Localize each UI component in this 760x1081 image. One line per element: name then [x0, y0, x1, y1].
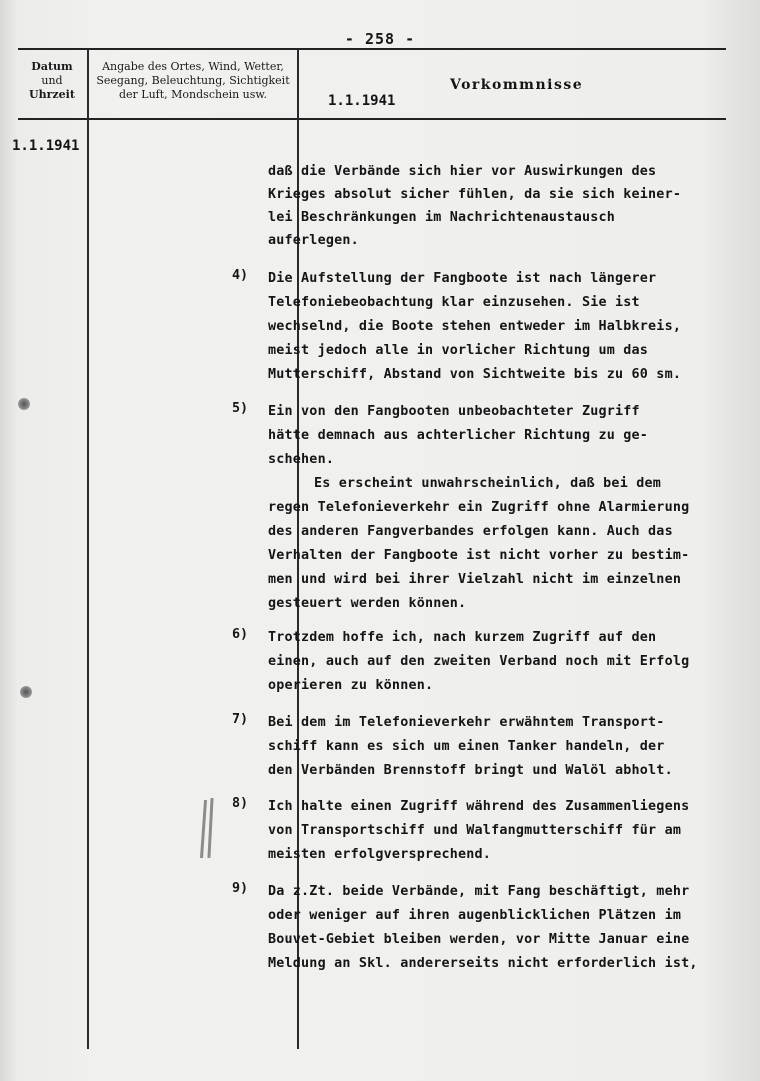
paragraph-number: 7) — [232, 712, 249, 727]
text-line: Ein von den Fangbooten unbeobachteter Zugriff — [268, 404, 640, 419]
text-line: schiff kann es sich um einen Tanker handeln, der — [268, 739, 665, 754]
text-line: oder weniger auf ihren augenblicklichen Plätzen im — [268, 908, 682, 923]
text-line: Trotzdem hoffe ich, nach kurzem Zugriff auf den — [268, 630, 657, 645]
header-col-location-weather — [90, 60, 296, 102]
text-line: schehen. — [268, 452, 335, 467]
pencil-mark — [207, 798, 213, 858]
header-col-date-time — [20, 60, 84, 102]
text-line: meisten erfolgversprechend. — [268, 847, 492, 862]
text-line: Telefoniebeobachtung klar einzusehen. Sie ist — [268, 295, 640, 310]
paragraph-number: 8) — [232, 796, 249, 811]
header-title-events: Vorkommnisse — [450, 77, 584, 93]
header-top-rule — [18, 48, 726, 50]
text-line: gesteuert werden können. — [268, 596, 467, 611]
paragraph-number: 9) — [232, 881, 249, 896]
text-line: lei Beschränkungen im Nachrichtenaustausch — [268, 210, 615, 225]
header-date: 1.1.1941 — [328, 93, 396, 109]
text-line: hätte demnach aus achterlicher Richtung zu ge- — [268, 428, 649, 443]
column-divider-1 — [87, 49, 89, 1049]
header-bottom-rule — [18, 118, 726, 120]
text-line: des anderen Fangverbandes erfolgen kann. Auch das — [268, 524, 673, 539]
text-line: regen Telefonieverkehr ein Zugriff ohne Alarmierung — [268, 500, 690, 515]
text-line: Verhalten der Fangboote ist nicht vorher zu bestim- — [268, 548, 690, 563]
text-line: einen, auch auf den zweiten Verband noch mit Erfolg — [268, 654, 690, 669]
text-line: wechselnd, die Boote stehen entweder im Halbkreis, — [268, 319, 682, 334]
text-line: Es erscheint unwahrscheinlich, daß bei dem — [314, 476, 661, 491]
header-col2-line3: der Luft, Mondschein usw. — [118, 88, 268, 101]
entry-date: 1.1.1941 — [12, 138, 80, 154]
text-line: von Transportschiff und Walfangmutterschiff für am — [268, 823, 682, 838]
paragraph-number: 4) — [232, 268, 249, 283]
text-line: meist jedoch alle in vorlicher Richtung um das — [268, 343, 649, 358]
text-line: Bouvet-Gebiet bleiben werden, vor Mitte Januar eine — [268, 932, 690, 947]
page-number: - 258 - — [344, 30, 416, 48]
text-line: Die Aufstellung der Fangboote ist nach längerer — [268, 271, 657, 286]
pencil-mark — [200, 800, 207, 858]
text-line: operieren zu können. — [268, 678, 434, 693]
paragraph-number: 6) — [232, 627, 249, 642]
text-line: den Verbänden Brennstoff bringt und Walöl abholt. — [268, 763, 673, 778]
text-line: Ich halte einen Zugriff während des Zusammenliegens — [268, 799, 690, 814]
paragraph-number: 5) — [232, 401, 249, 416]
text-line: Krieges absolut sicher fühlen, da sie sich keiner- — [268, 187, 682, 202]
header-col2-line2: Seegang, Beleuchtung, Sichtigkeit — [96, 74, 290, 87]
header-col1-line3: Uhrzeit — [29, 88, 75, 101]
header-col1-line2: und — [41, 74, 63, 87]
text-line: daß die Verbände sich hier vor Auswirkungen des — [268, 164, 657, 179]
text-line: auferlegen. — [268, 233, 359, 248]
punch-hole-bottom — [20, 686, 32, 698]
header-col2-line1: Angabe des Ortes, Wind, Wetter, — [102, 60, 284, 73]
text-line: Bei dem im Telefonieverkehr erwähntem Transport- — [268, 715, 665, 730]
text-line: Da z.Zt. beide Verbände, mit Fang beschäftigt, mehr — [268, 884, 690, 899]
header-col1-line1: Datum — [31, 60, 73, 73]
text-line: Mutterschiff, Abstand von Sichtweite bis zu 60 sm. — [268, 367, 682, 382]
text-line: men und wird bei ihrer Vielzahl nicht im einzelnen — [268, 572, 682, 587]
text-line: Meldung an Skl. andererseits nicht erforderlich ist, — [268, 956, 698, 971]
punch-hole-top — [18, 398, 30, 410]
